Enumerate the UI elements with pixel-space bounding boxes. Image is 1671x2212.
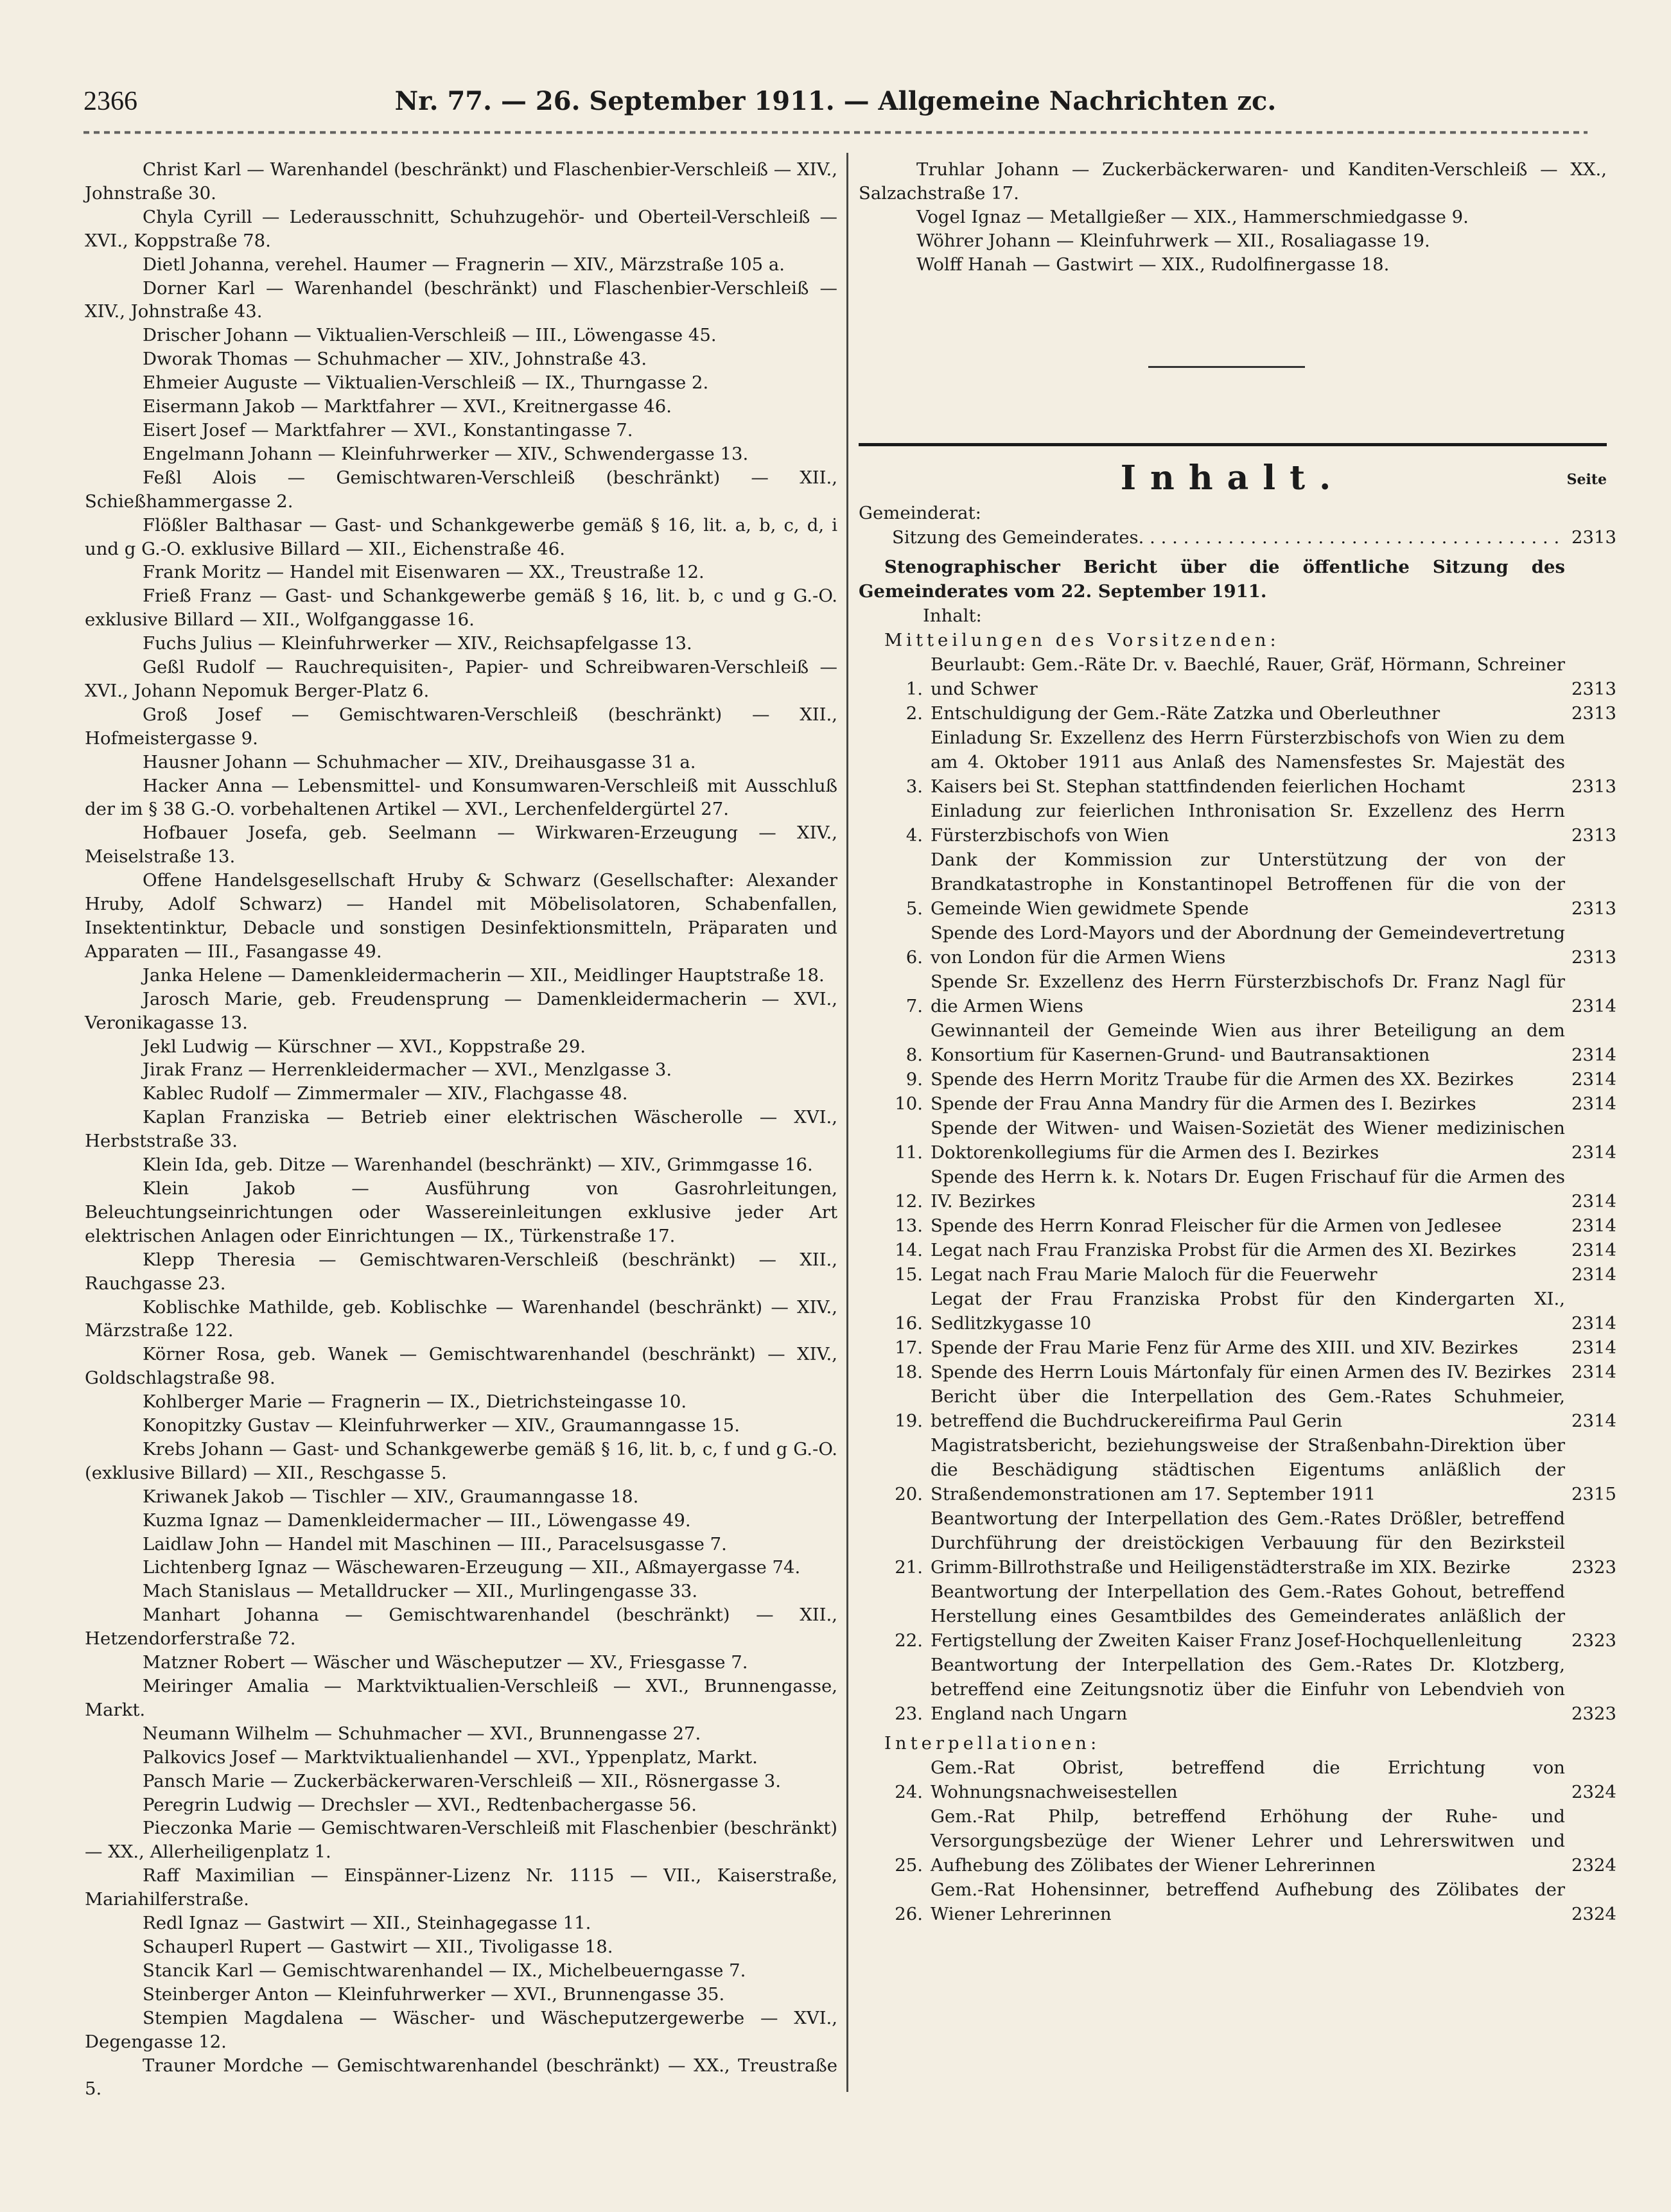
right-column-entries	[859, 158, 1607, 277]
toc-item-page: 2314	[1571, 1045, 1616, 1065]
toc-item-page: 2314	[1571, 1264, 1616, 1285]
register-entry: Steinberger Anton — Kleinfuhrwerker — XVI., Brunnengasse 35.	[143, 1983, 725, 2005]
toc-item-text: Spende des Herrn Konrad Fleischer für die Armen von Jedlesee	[931, 1215, 1502, 1236]
toc-item-text: Beantwortung der Interpellation des Gem.-Rates Gohout, betreffend Herstellung eines Gesamtbildes des Gemeinderates anläßlich der Fertigstellung der Zweiten Kaiser Franz Josef-Hochquellenleitung	[931, 1581, 1565, 1651]
toc-item	[859, 1580, 1616, 1653]
toc-item	[859, 1433, 1616, 1506]
toc-item	[859, 970, 1616, 1018]
toc-item-text: Spende des Herrn Louis Mártonfaly für einen Armen des IV. Bezirkes	[931, 1362, 1552, 1382]
toc-sitzung-text: Sitzung des Gemeinderates	[892, 527, 1139, 548]
register-entry: Truhlar Johann — Zuckerbäckerwaren- und Kanditen-Verschleiß — XX., Salzachstraße 17.	[859, 159, 1607, 204]
toc-item	[859, 1877, 1616, 1926]
register-entry: Trauner Mordche — Gemischtwarenhandel (beschränkt) — XX., Treustraße 5.	[85, 2055, 837, 2100]
register-entry: Redl Ignaz — Gastwirt — XII., Steinhagegasse 11.	[143, 1913, 591, 1934]
register-entry: Lichtenberg Ignaz — Wäschewaren-Erzeugung — XII., Aßmayergasse 74.	[143, 1557, 801, 1578]
toc-item-page: 2324	[1571, 1782, 1616, 1802]
register-entry: Kriwanek Jakob — Tischler — XIV., Graumanngasse 18.	[143, 1486, 639, 1507]
register-entry: Hausner Johann — Schuhmacher — XIV., Dreihausgasse 31 a.	[143, 751, 696, 772]
toc-item-number: 6.	[905, 947, 923, 968]
toc-item	[859, 799, 1616, 848]
toc-item-number: 1.	[905, 679, 923, 699]
toc-item	[859, 1018, 1616, 1067]
toc-leader	[1139, 525, 1565, 550]
register-entry: Palkovics Josef — Marktviktualienhandel — XVI., Yppenplatz, Markt.	[143, 1746, 758, 1768]
toc-item-text: Bericht über die Interpellation des Gem.-Rates Schuhmeier, betreffend die Buchdruckereifirma Paul Gerin	[931, 1386, 1565, 1431]
toc-item	[859, 701, 1616, 726]
toc-item-number: 22.	[895, 1630, 923, 1651]
toc-item-page: 2313	[1571, 703, 1616, 724]
register-entry: Jekl Ludwig — Kürschner — XVI., Koppstraße 29.	[143, 1036, 586, 1057]
toc-item	[859, 848, 1616, 921]
toc-item-page: 2313	[1571, 776, 1616, 797]
toc-item-page: 2314	[1571, 1337, 1616, 1358]
toc-item-number: 4.	[905, 825, 923, 846]
toc-item-number: 19.	[895, 1411, 923, 1431]
toc-item	[859, 652, 1616, 701]
toc-seite-label: Seite	[1566, 471, 1607, 488]
left-column	[85, 158, 837, 2101]
toc-item-page: 2314	[1571, 996, 1616, 1016]
toc-steno-heading: Stenographischer Bericht über die öffentliche Sitzung des Gemeinderates vom 22. September 1911.	[859, 557, 1565, 602]
toc-item-page: 2314	[1571, 1362, 1616, 1382]
toc-header	[859, 458, 1607, 498]
toc-item-number: 5.	[905, 898, 923, 919]
toc-item-page: 2324	[1571, 1855, 1616, 1876]
page-number: 2366	[83, 87, 137, 116]
register-entry: Frank Moritz — Handel mit Eisenwaren — XX., Treustraße 12.	[143, 562, 704, 583]
toc-item-number: 25.	[895, 1855, 923, 1876]
column-divider	[846, 153, 848, 2092]
toc-item-text: Einladung Sr. Exzellenz des Herrn Fürsterzbischofs von Wien zu dem am 4. Oktober 1911 aus Anlaß des Namensfestes Sr. Majestät des Kaisers bei St. Stephan stattfindenden feierlichen Hochamt	[931, 727, 1565, 797]
toc-item-page: 2314	[1571, 1069, 1616, 1090]
toc-item-page: 2323	[1571, 1557, 1616, 1578]
register-entry: Klepp Theresia — Gemischtwaren-Verschleiß (beschränkt) — XII., Rauchgasse 23.	[85, 1249, 837, 1294]
register-entry: Christ Karl — Warenhandel (beschränkt) und Flaschenbier-Verschleiß — XIV., Johnstraße 30.	[85, 159, 837, 204]
toc-item	[859, 1116, 1616, 1165]
toc-item-page: 2314	[1571, 1215, 1616, 1236]
toc-item-text: Spende Sr. Exzellenz des Herrn Fürsterzbischofs Dr. Franz Nagl für die Armen Wiens	[931, 971, 1565, 1016]
register-entry: Kablec Rudolf — Zimmermaler — XIV., Flachgasse 48.	[143, 1083, 628, 1104]
page-header	[83, 82, 1588, 121]
toc-item-number: 7.	[905, 996, 923, 1016]
header-rule	[83, 128, 1588, 137]
toc-item-number: 23.	[895, 1703, 923, 1724]
toc-heading: Inhalt.	[1120, 458, 1345, 498]
toc-item-page: 2323	[1571, 1703, 1616, 1724]
toc-item-number: 24.	[895, 1782, 923, 1802]
register-entry: Peregrin Ludwig — Drechsler — XVI., Redtenbachergasse 56.	[143, 1794, 697, 1815]
toc-item-text: Gem.-Rat Philp, betreffend Erhöhung der Ruhe- und Versorgungsbezüge der Wiener Lehrer und Lehrerswitwen und Aufhebung des Zölibates der Wiener Lehrerinnen	[931, 1806, 1565, 1876]
register-entry: Laidlaw John — Handel mit Maschinen — III., Paracelsusgasse 7.	[143, 1533, 727, 1554]
toc-item	[859, 1214, 1616, 1238]
toc-item-page: 2313	[1571, 898, 1616, 919]
toc-item-number: 11.	[895, 1142, 923, 1163]
register-entry: Pieczonka Marie — Gemischtwaren-Verschleiß mit Flaschenbier (beschränkt) — XX., Allerheiligenplatz 1.	[85, 1818, 837, 1863]
toc-item	[859, 1506, 1616, 1580]
toc-item-number: 13.	[895, 1215, 923, 1236]
register-entry: Matzner Robert — Wäscher und Wäscheputzer — XV., Friesgasse 7.	[143, 1652, 748, 1673]
register-entry: Eisert Josef — Marktfahrer — XVI., Konstantingasse 7.	[143, 419, 633, 440]
toc-item	[859, 921, 1616, 970]
toc-item-text: Beantwortung der Interpellation des Gem.-Rates Dr. Klotzberg, betreffend eine Zeitungsnotiz über die Einfuhr von Lebendvieh von England nach Ungarn	[931, 1655, 1565, 1724]
toc-item-page: 2313	[1571, 825, 1616, 846]
register-entry: Meiringer Amalia — Marktviktualien-Verschleiß — XVI., Brunnengasse, Markt.	[85, 1676, 837, 1720]
register-entry: Mach Stanislaus — Metalldrucker — XII., Murlingengasse 33.	[143, 1581, 698, 1602]
toc-item-text: Beantwortung der Interpellation des Gem.-Rates Drößler, betreffend Durchführung der dreistöckigen Verbauung für den Bezirksteil Grimm-Billrothstraße und Heiligenstädterstraße im XIX. Bezirke	[931, 1508, 1565, 1578]
toc-item-number: 18.	[895, 1362, 923, 1382]
toc-item-page: 2313	[1571, 947, 1616, 968]
register-entry: Dorner Karl — Warenhandel (beschränkt) und Flaschenbier-Verschleiß — XIV., Johnstraße 43.	[85, 277, 837, 322]
register-entry: Groß Josef — Gemischtwaren-Verschleiß (beschränkt) — XII., Hofmeistergasse 9.	[85, 704, 837, 749]
register-entry: Schauperl Rupert — Gastwirt — XII., Tivoligasse 18.	[143, 1936, 613, 1957]
toc-interpellationen-label: Interpellationen:	[884, 1733, 1101, 1754]
toc-item	[859, 726, 1616, 799]
toc-top-rule	[859, 443, 1607, 446]
toc-item-number: 15.	[895, 1264, 923, 1285]
register-entry: Stempien Magdalena — Wäscher- und Wäscheputzergewerbe — XVI., Degengasse 12.	[85, 2007, 837, 2052]
register-entry: Kuzma Ignaz — Damenkleidermacher — III., Löwengasse 49.	[143, 1510, 691, 1531]
register-entry: Krebs Johann — Gast- und Schankgewerbe gemäß § 16, lit. b, c, f und g G.-O. (exklusive Billard) — XII., Reschgasse 5.	[85, 1438, 837, 1483]
register-entry: Vogel Ignaz — Metallgießer — XIX., Hammerschmiedgasse 9.	[916, 206, 1469, 227]
toc-item-number: 16.	[895, 1313, 923, 1334]
register-entry: Konopitzky Gustav — Kleinfuhrwerker — XIV., Graumanngasse 15.	[143, 1415, 740, 1436]
toc-item	[859, 1238, 1616, 1262]
toc-item-number: 26.	[895, 1904, 923, 1924]
register-entry: Ehmeier Auguste — Viktualien-Verschleiß — IX., Thurngasse 2.	[143, 372, 709, 394]
toc-sitzung-page: 2313	[1571, 527, 1616, 548]
toc-item-text: Legat der Frau Franziska Probst für den Kindergarten XI., Sedlitzkygasse 10	[931, 1289, 1565, 1334]
toc-item-page: 2314	[1571, 1191, 1616, 1212]
register-entry: Janka Helene — Damenkleidermacherin — XII., Meidlinger Hauptstraße 18.	[143, 964, 825, 986]
register-entry: Pansch Marie — Zuckerbäckerwaren-Verschleiß — XII., Rösnergasse 3.	[143, 1770, 781, 1791]
register-entry: Hacker Anna — Lebensmittel- und Konsumwaren-Verschleiß mit Ausschluß der im § 38 G.-O. vorbehaltenen Artikel — XVI., Lerchenfeldergürtel 27.	[85, 775, 837, 820]
register-entry: Eisermann Jakob — Marktfahrer — XVI., Kreitnergasse 46.	[143, 396, 672, 417]
register-entry: Kaplan Franziska — Betrieb einer elektrischen Wäscherolle — XVI., Herbststraße 33.	[85, 1107, 837, 1152]
toc-items	[859, 652, 1616, 1726]
toc-item-number: 9.	[905, 1069, 923, 1090]
toc-item-number: 20.	[895, 1484, 923, 1504]
toc-item-page: 2314	[1571, 1411, 1616, 1431]
toc-sitzung-row	[859, 525, 1616, 550]
register-entry: Klein Jakob — Ausführung von Gasrohrleitungen, Beleuchtungseinrichtungen oder Wassereinleitungen exklusive jeder Art elektrischen Anlagen oder Einrichtungen — IX., Türkenstraße 17.	[85, 1178, 837, 1246]
register-entry: Neumann Wilhelm — Schuhmacher — XVI., Brunnengasse 27.	[143, 1723, 701, 1744]
toc-item-text: Spende des Herrn k. k. Notars Dr. Eugen Frischauf für die Armen des IV. Bezirkes	[931, 1167, 1565, 1212]
register-entry: Fuchs Julius — Kleinfuhrwerker — XIV., Reichsapfelgasse 13.	[143, 633, 692, 654]
toc-item-text: Spende der Witwen- und Waisen-Sozietät des Wiener medizinischen Doktorenkollegiums für die Armen des I. Bezirkes	[931, 1118, 1565, 1163]
register-entry: Dietl Johanna, verehel. Haumer — Fragnerin — XIV., Märzstraße 105 a.	[143, 254, 785, 275]
toc-item-page: 2313	[1571, 679, 1616, 699]
toc-item-text: Spende des Herrn Moritz Traube für die Armen des XX. Bezirkes	[931, 1069, 1514, 1090]
page-title: Nr. 77. — 26. September 1911. — Allgemeine Nachrichten zc.	[394, 86, 1277, 116]
table-of-contents	[859, 501, 1616, 1926]
toc-item	[859, 1804, 1616, 1877]
toc-item-text: Dank der Kommission zur Unterstützung der von der Brandkatastrophe in Konstantinopel Betroffenen für die von der Gemeinde Wien gewidmete Spende	[931, 849, 1565, 919]
toc-item-page: 2314	[1571, 1142, 1616, 1163]
toc-interpellationen	[859, 1755, 1616, 1926]
short-divider	[1148, 366, 1305, 368]
toc-item	[859, 1755, 1616, 1804]
register-entry: Flößler Balthasar — Gast- und Schankgewerbe gemäß § 16, lit. a, b, c, d, i und g G.-O. exklusive Billard — XII., Eichenstraße 46.	[85, 514, 837, 559]
register-entry: Wöhrer Johann — Kleinfuhrwerk — XII., Rosaliagasse 19.	[916, 230, 1430, 251]
register-entry: Chyla Cyrill — Lederausschnitt, Schuhzugehör- und Oberteil-Verschleiß — XVI., Koppstraße 78.	[85, 206, 837, 251]
register-entry: Jirak Franz — Herrenkleidermacher — XVI., Menzlgasse 3.	[143, 1059, 672, 1081]
toc-item	[859, 1092, 1616, 1116]
toc-item-text: Spende des Lord-Mayors und der Abordnung der Gemeindevertretung von London für die Armen Wiens	[931, 923, 1565, 968]
toc-item-page: 2324	[1571, 1904, 1616, 1924]
toc-mitteilungen-label: Mitteilungen des Vorsitzenden:	[884, 630, 1280, 650]
register-entry: Engelmann Johann — Kleinfuhrwerker — XIV., Schwendergasse 13.	[143, 443, 749, 464]
toc-item-text: Beurlaubt: Gem.-Räte Dr. v. Baechlé, Rauer, Gräf, Hörmann, Schreiner und Schwer	[931, 654, 1565, 699]
register-entry: Drischer Johann — Viktualien-Verschleiß — III., Löwengasse 45.	[143, 325, 717, 346]
register-entry: Dworak Thomas — Schuhmacher — XIV., Johnstraße 43.	[143, 349, 647, 370]
toc-item-page: 2314	[1571, 1093, 1616, 1114]
toc-item-text: Gem.-Rat Obrist, betreffend die Errichtung von Wohnungsnachweisestellen	[931, 1757, 1565, 1802]
register-entry: Klein Ida, geb. Ditze — Warenhandel (beschränkt) — XIV., Grimmgasse 16.	[143, 1154, 813, 1176]
toc-item-number: 14.	[895, 1240, 923, 1260]
toc-item-text: Entschuldigung der Gem.-Räte Zatzka und Oberleuthner	[931, 703, 1440, 724]
toc-item-text: Einladung zur feierlichen Inthronisation Sr. Exzellenz des Herrn Fürsterzbischofs von Wien	[931, 801, 1565, 846]
register-entry: Hofbauer Josefa, geb. Seelmann — Wirkwaren-Erzeugung — XIV., Meiselstraße 13.	[85, 823, 837, 867]
toc-item	[859, 1067, 1616, 1092]
toc-item-page: 2323	[1571, 1630, 1616, 1651]
toc-item	[859, 1262, 1616, 1287]
register-entry: Raff Maximilian — Einspänner-Lizenz Nr. 1115 — VII., Kaiserstraße, Mariahilferstraße.	[85, 1865, 837, 1910]
toc-item-number: 2.	[905, 703, 923, 724]
toc-item-text: Legat nach Frau Franziska Probst für die Armen des XI. Bezirkes	[931, 1240, 1517, 1260]
toc-item-text: Gem.-Rat Hohensinner, betreffend Aufhebung des Zölibates der Wiener Lehrerinnen	[931, 1879, 1565, 1924]
toc-item-number: 17.	[895, 1337, 923, 1358]
toc-item-text: Legat nach Frau Marie Maloch für die Feuerwehr	[931, 1264, 1378, 1285]
toc-item-page: 2315	[1571, 1484, 1616, 1504]
toc-item-text: Spende der Frau Marie Fenz für Arme des XIII. und XIV. Bezirkes	[931, 1337, 1519, 1358]
toc-item-page: 2314	[1571, 1240, 1616, 1260]
toc-inhalt-label: Inhalt:	[923, 605, 982, 626]
toc-item-number: 12.	[895, 1191, 923, 1212]
toc-item-text: Gewinnanteil der Gemeinde Wien aus ihrer Beteiligung an dem Konsortium für Kasernen-Grund- und Bautransaktionen	[931, 1020, 1565, 1065]
toc-gemeinderat-label: Gemeinderat:	[859, 503, 981, 523]
register-entry: Körner Rosa, geb. Wanek — Gemischtwarenhandel (beschränkt) — XIV., Goldschlagstraße 98.	[85, 1344, 837, 1389]
register-entry: Frieß Franz — Gast- und Schankgewerbe gemäß § 16, lit. b, c und g G.-O. exklusive Billard — XII., Wolfganggasse 16.	[85, 586, 837, 631]
register-entry: Feßl Alois — Gemischtwaren-Verschleiß (beschränkt) — XII., Schießhammergasse 2.	[85, 467, 837, 512]
toc-item-number: 21.	[895, 1557, 923, 1578]
register-entry: Kohlberger Marie — Fragnerin — IX., Dietrichsteingasse 10.	[143, 1391, 687, 1413]
register-entry: Stancik Karl — Gemischtwarenhandel — IX., Michelbeuerngasse 7.	[143, 1960, 746, 1981]
toc-item-number: 3.	[905, 776, 923, 797]
register-entry: Jarosch Marie, geb. Freudensprung — Damenkleidermacherin — XVI., Veronikagasse 13.	[85, 988, 837, 1033]
toc-item-text: Spende der Frau Anna Mandry für die Armen des I. Bezirkes	[931, 1093, 1476, 1114]
toc-item	[859, 1653, 1616, 1726]
register-entry: Koblischke Mathilde, geb. Koblischke — Warenhandel (beschränkt) — XIV., Märzstraße 122.	[85, 1296, 837, 1341]
toc-item	[859, 1360, 1616, 1384]
register-entry: Offene Handelsgesellschaft Hruby & Schwarz (Gesellschafter: Alexander Hruby, Adolf Schwarz) — Handel mit Möbelisolatoren, Schabenfallen, Insektentinktur, Debacle und sonstigen Desinfektionsmitteln, Präparaten und Apparaten — III., Fasangasse 49.	[85, 870, 837, 962]
register-entry: Wolff Hanah — Gastwirt — XIX., Rudolfinergasse 18.	[916, 254, 1390, 275]
toc-item-text: Magistratsbericht, beziehungsweise der Straßenbahn-Direktion über die Beschädigung städtischen Eigentums anläßlich der Straßendemonstrationen am 17. September 1911	[931, 1435, 1565, 1504]
toc-item	[859, 1336, 1616, 1360]
toc-item	[859, 1165, 1616, 1214]
toc-item	[859, 1287, 1616, 1336]
toc-item-number: 10.	[895, 1093, 923, 1114]
toc-item	[859, 1384, 1616, 1433]
register-entry: Manhart Johanna — Gemischtwarenhandel (beschränkt) — XII., Hetzendorferstraße 72.	[85, 1605, 837, 1650]
register-entry: Geßl Rudolf — Rauchrequisiten-, Papier- und Schreibwaren-Verschleiß — XVI., Johann Nepomuk Berger-Platz 6.	[85, 657, 837, 701]
toc-item-page: 2314	[1571, 1313, 1616, 1334]
toc-item-number: 8.	[905, 1045, 923, 1065]
